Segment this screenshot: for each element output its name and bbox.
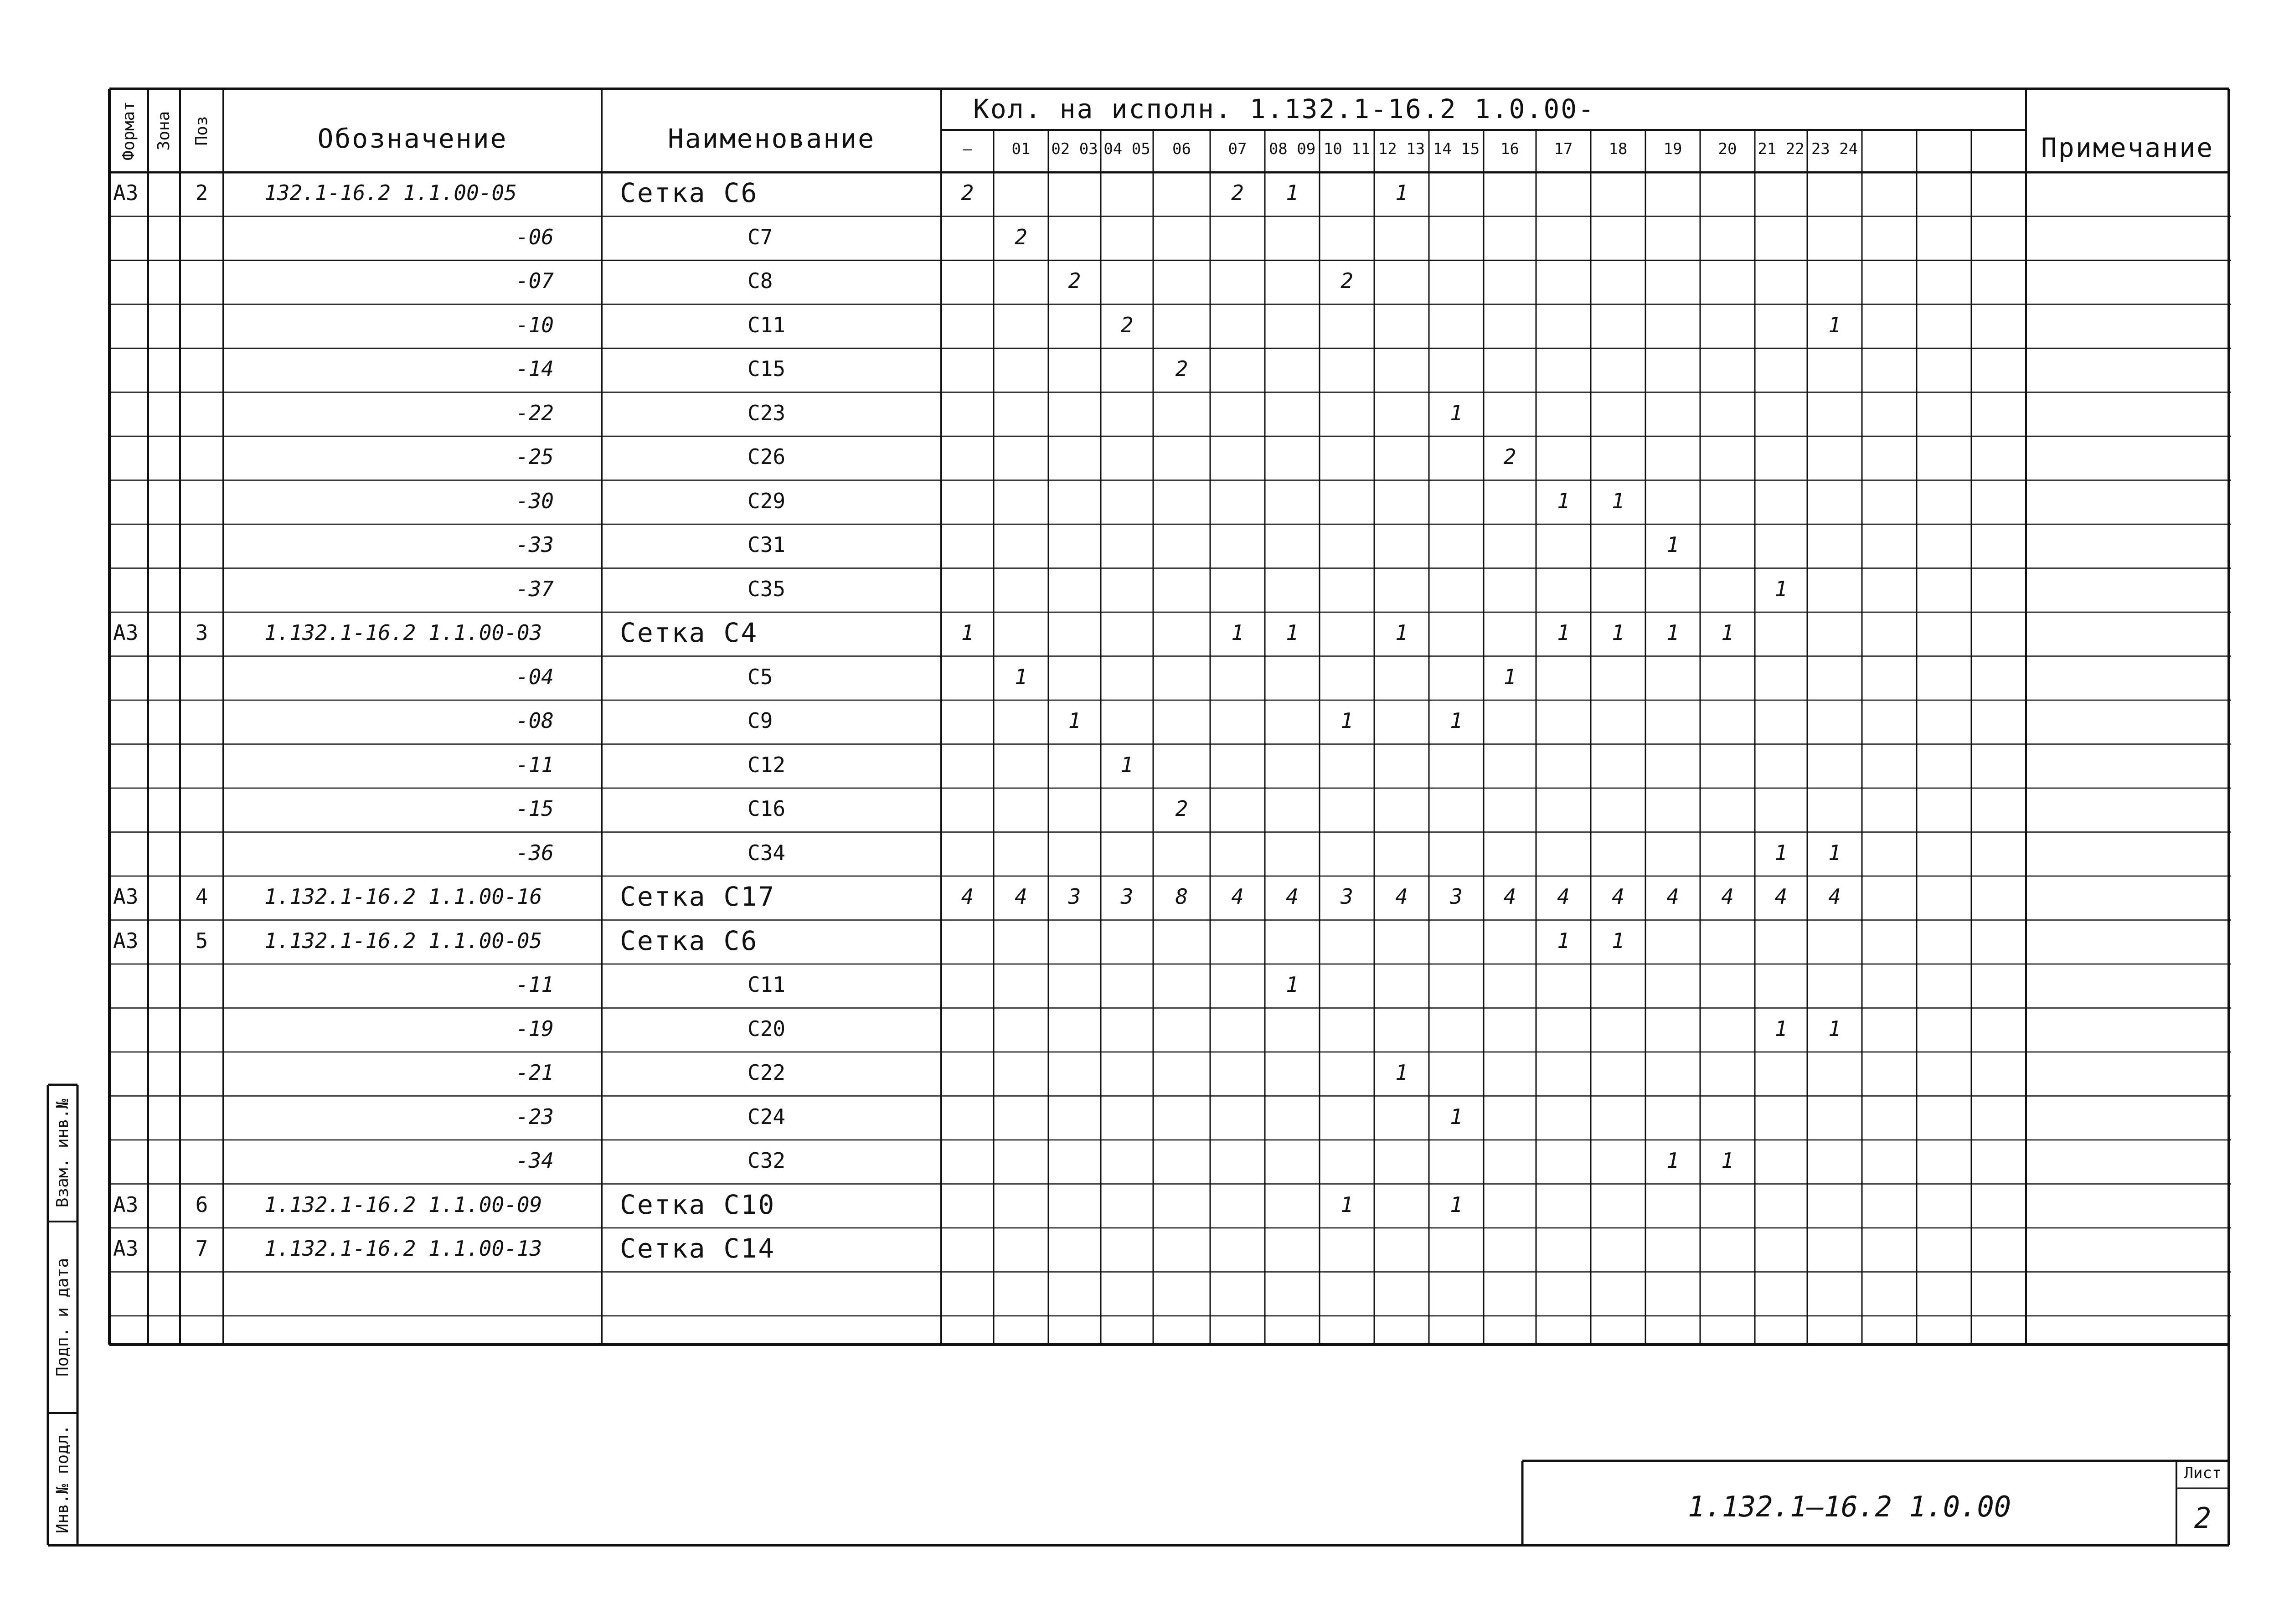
row-designation: -23 <box>516 1104 554 1129</box>
row-qty-cell: 1 <box>1721 620 1734 645</box>
row-qty-cell: 3 <box>1341 884 1353 909</box>
row-name: С24 <box>748 1104 786 1129</box>
row-qty-cell: 1 <box>1286 620 1299 645</box>
header-note: Примечание <box>2041 132 2214 163</box>
row-qty-cell: 1 <box>1612 620 1624 645</box>
qty-column-header: 04 05 <box>1103 140 1150 158</box>
row-name: Сетка С17 <box>620 881 776 912</box>
row-qty-cell: 1 <box>1828 312 1841 337</box>
row-name: С7 <box>748 224 773 249</box>
row-format: А3 <box>113 180 139 205</box>
row-name: С34 <box>748 840 786 865</box>
row-qty-cell: 1 <box>1666 532 1679 557</box>
row-qty-cell: 1 <box>1286 972 1299 997</box>
row-designation: -10 <box>516 312 554 337</box>
row-qty-cell: 2 <box>1341 268 1353 293</box>
row-qty-cell: 1 <box>1774 840 1788 865</box>
row-qty-cell: 1 <box>1450 708 1463 733</box>
row-name: С26 <box>748 444 786 469</box>
row-designation: -22 <box>516 400 554 425</box>
row-name: С11 <box>748 972 786 997</box>
row-designation: 1.132.1-16.2 1.1.00-13 <box>264 1236 542 1261</box>
qty-column-header: 19 <box>1663 140 1682 158</box>
row-qty-cell: 1 <box>1557 928 1570 953</box>
row-qty-cell: 1 <box>1231 620 1244 645</box>
row-qty-cell: 4 <box>1666 884 1679 909</box>
row-designation: -04 <box>516 664 554 689</box>
header-qty-title: Кол. на исполн. 1.132.1-16.2 1.0.00- <box>973 93 1596 124</box>
qty-column-header: 18 <box>1609 140 1628 158</box>
qty-column-header: 02 03 <box>1051 140 1098 158</box>
row-qty-cell: 1 <box>1120 752 1134 777</box>
row-qty-cell: 2 <box>1068 268 1081 293</box>
qty-column-header: — <box>963 140 972 158</box>
row-qty-cell: 1 <box>1666 1148 1679 1173</box>
row-designation: 1.132.1-16.2 1.1.00-16 <box>264 884 542 909</box>
row-qty-cell: 1 <box>1015 664 1027 689</box>
row-designation: -08 <box>516 708 554 733</box>
row-format: А3 <box>113 884 139 909</box>
row-qty-cell: 4 <box>1828 884 1841 909</box>
row-qty-cell: 1 <box>1395 180 1408 205</box>
qty-column-header: 07 <box>1228 140 1247 158</box>
row-designation: 1.132.1-16.2 1.1.00-09 <box>264 1192 542 1217</box>
row-pos: 2 <box>195 180 208 205</box>
row-qty-cell: 1 <box>1666 620 1679 645</box>
qty-column-header: 17 <box>1554 140 1573 158</box>
row-name: С31 <box>748 532 786 557</box>
row-qty-cell: 1 <box>1828 840 1841 865</box>
header-format: Формат <box>119 101 138 160</box>
qty-column-header: 08 09 <box>1268 140 1316 158</box>
row-name: С8 <box>748 268 773 293</box>
row-qty-cell: 1 <box>961 620 974 645</box>
row-designation: 1.132.1-16.2 1.1.00-03 <box>264 620 542 645</box>
qty-column-header: 23 24 <box>1811 140 1858 158</box>
row-qty-cell: 1 <box>1395 1060 1408 1085</box>
header-name: Наименование <box>667 123 876 154</box>
row-qty-cell: 2 <box>1015 224 1027 249</box>
row-format: А3 <box>113 1192 139 1217</box>
row-name: С22 <box>748 1060 786 1085</box>
row-name: С23 <box>748 400 786 425</box>
row-qty-cell: 1 <box>1395 620 1408 645</box>
row-qty-cell: 1 <box>1612 928 1624 953</box>
row-qty-cell: 4 <box>1557 884 1570 909</box>
qty-column-header: 14 15 <box>1433 140 1480 158</box>
row-name: Сетка С6 <box>620 177 758 208</box>
row-qty-cell: 4 <box>1503 884 1516 909</box>
row-name: С32 <box>748 1148 786 1173</box>
row-format: А3 <box>113 620 139 645</box>
sheet-label: Лист <box>2184 1464 2222 1482</box>
row-qty-cell: 4 <box>1231 884 1244 909</box>
row-qty-cell: 4 <box>1612 884 1624 909</box>
row-qty-cell: 1 <box>1450 1192 1463 1217</box>
row-name: С9 <box>748 708 773 733</box>
row-qty-cell: 1 <box>1450 1104 1463 1129</box>
row-designation: -14 <box>516 356 554 381</box>
row-qty-cell: 4 <box>1395 884 1408 909</box>
row-designation: -19 <box>516 1016 554 1041</box>
row-qty-cell: 4 <box>1721 884 1734 909</box>
row-name: С35 <box>748 576 786 601</box>
row-qty-cell: 1 <box>1341 1192 1353 1217</box>
row-qty-cell: 1 <box>1828 1016 1841 1041</box>
row-qty-cell: 3 <box>1120 884 1134 909</box>
row-qty-cell: 4 <box>1015 884 1027 909</box>
header-designation: Обозначение <box>317 123 508 154</box>
row-name: С5 <box>748 664 773 689</box>
row-qty-cell: 1 <box>1557 620 1570 645</box>
row-name: С11 <box>748 312 786 337</box>
side-stamp-label: Подп. и дата <box>53 1258 72 1377</box>
row-qty-cell: 4 <box>961 884 974 909</box>
row-name: С29 <box>748 488 786 513</box>
qty-column-header: 01 <box>1011 140 1031 158</box>
row-qty-cell: 1 <box>1774 576 1788 601</box>
row-pos: 3 <box>195 620 208 645</box>
row-qty-cell: 1 <box>1450 400 1463 425</box>
qty-column-header: 12 13 <box>1378 140 1425 158</box>
row-designation: -06 <box>516 224 554 249</box>
row-qty-cell: 1 <box>1721 1148 1734 1173</box>
qty-column-header: 06 <box>1172 140 1191 158</box>
row-designation: -36 <box>516 840 554 865</box>
row-pos: 7 <box>195 1236 208 1261</box>
row-name: Сетка С14 <box>620 1233 776 1264</box>
row-qty-cell: 1 <box>1612 488 1624 513</box>
header-zone: Зона <box>155 111 173 150</box>
row-name: Сетка С4 <box>620 617 758 648</box>
row-format: А3 <box>113 928 139 953</box>
row-qty-cell: 2 <box>961 180 974 205</box>
row-designation: 132.1-16.2 1.1.00-05 <box>264 180 517 205</box>
row-qty-cell: 1 <box>1068 708 1081 733</box>
row-qty-cell: 2 <box>1503 444 1516 469</box>
row-designation: -07 <box>516 268 554 293</box>
row-designation: 1.132.1-16.2 1.1.00-05 <box>264 928 542 953</box>
row-designation: -21 <box>516 1060 554 1085</box>
row-designation: -37 <box>516 576 554 601</box>
row-pos: 6 <box>195 1192 208 1217</box>
qty-column-header: 16 <box>1500 140 1519 158</box>
row-qty-cell: 3 <box>1068 884 1081 909</box>
row-designation: -15 <box>516 796 554 821</box>
row-qty-cell: 8 <box>1175 884 1188 909</box>
row-format: А3 <box>113 1236 139 1261</box>
row-qty-cell: 3 <box>1450 884 1463 909</box>
row-pos: 5 <box>195 928 208 953</box>
row-qty-cell: 1 <box>1286 180 1299 205</box>
row-qty-cell: 2 <box>1175 796 1188 821</box>
row-qty-cell: 2 <box>1120 312 1134 337</box>
row-qty-cell: 1 <box>1774 1016 1788 1041</box>
row-name: С16 <box>748 796 786 821</box>
side-stamp-label: Взам. инв.№ <box>53 1098 72 1208</box>
row-designation: -33 <box>516 532 554 557</box>
row-designation: -11 <box>516 752 554 777</box>
side-stamp-label: Инв.№ подл. <box>53 1424 72 1534</box>
row-qty-cell: 2 <box>1231 180 1244 205</box>
qty-column-header: 21 22 <box>1758 140 1805 158</box>
sheet-number: 2 <box>2194 1501 2212 1535</box>
qty-column-header: 20 <box>1718 140 1737 158</box>
row-designation: -30 <box>516 488 554 513</box>
row-qty-cell: 2 <box>1175 356 1188 381</box>
row-qty-cell: 4 <box>1774 884 1788 909</box>
row-name: Сетка С10 <box>620 1189 776 1220</box>
row-name: Сетка С6 <box>620 925 758 956</box>
row-designation: -34 <box>516 1148 554 1173</box>
row-designation: -11 <box>516 972 554 997</box>
row-qty-cell: 1 <box>1503 664 1516 689</box>
row-name: С15 <box>748 356 786 381</box>
row-qty-cell: 1 <box>1341 708 1353 733</box>
row-qty-cell: 4 <box>1286 884 1299 909</box>
row-designation: -25 <box>516 444 554 469</box>
row-pos: 4 <box>195 884 208 909</box>
row-name: С20 <box>748 1016 786 1041</box>
header-pos: Поз <box>192 115 211 146</box>
row-name: С12 <box>748 752 786 777</box>
row-qty-cell: 1 <box>1557 488 1570 513</box>
document-code: 1.132.1—16.2 1.0.00 <box>1687 1490 2011 1523</box>
qty-column-header: 10 11 <box>1323 140 1371 158</box>
